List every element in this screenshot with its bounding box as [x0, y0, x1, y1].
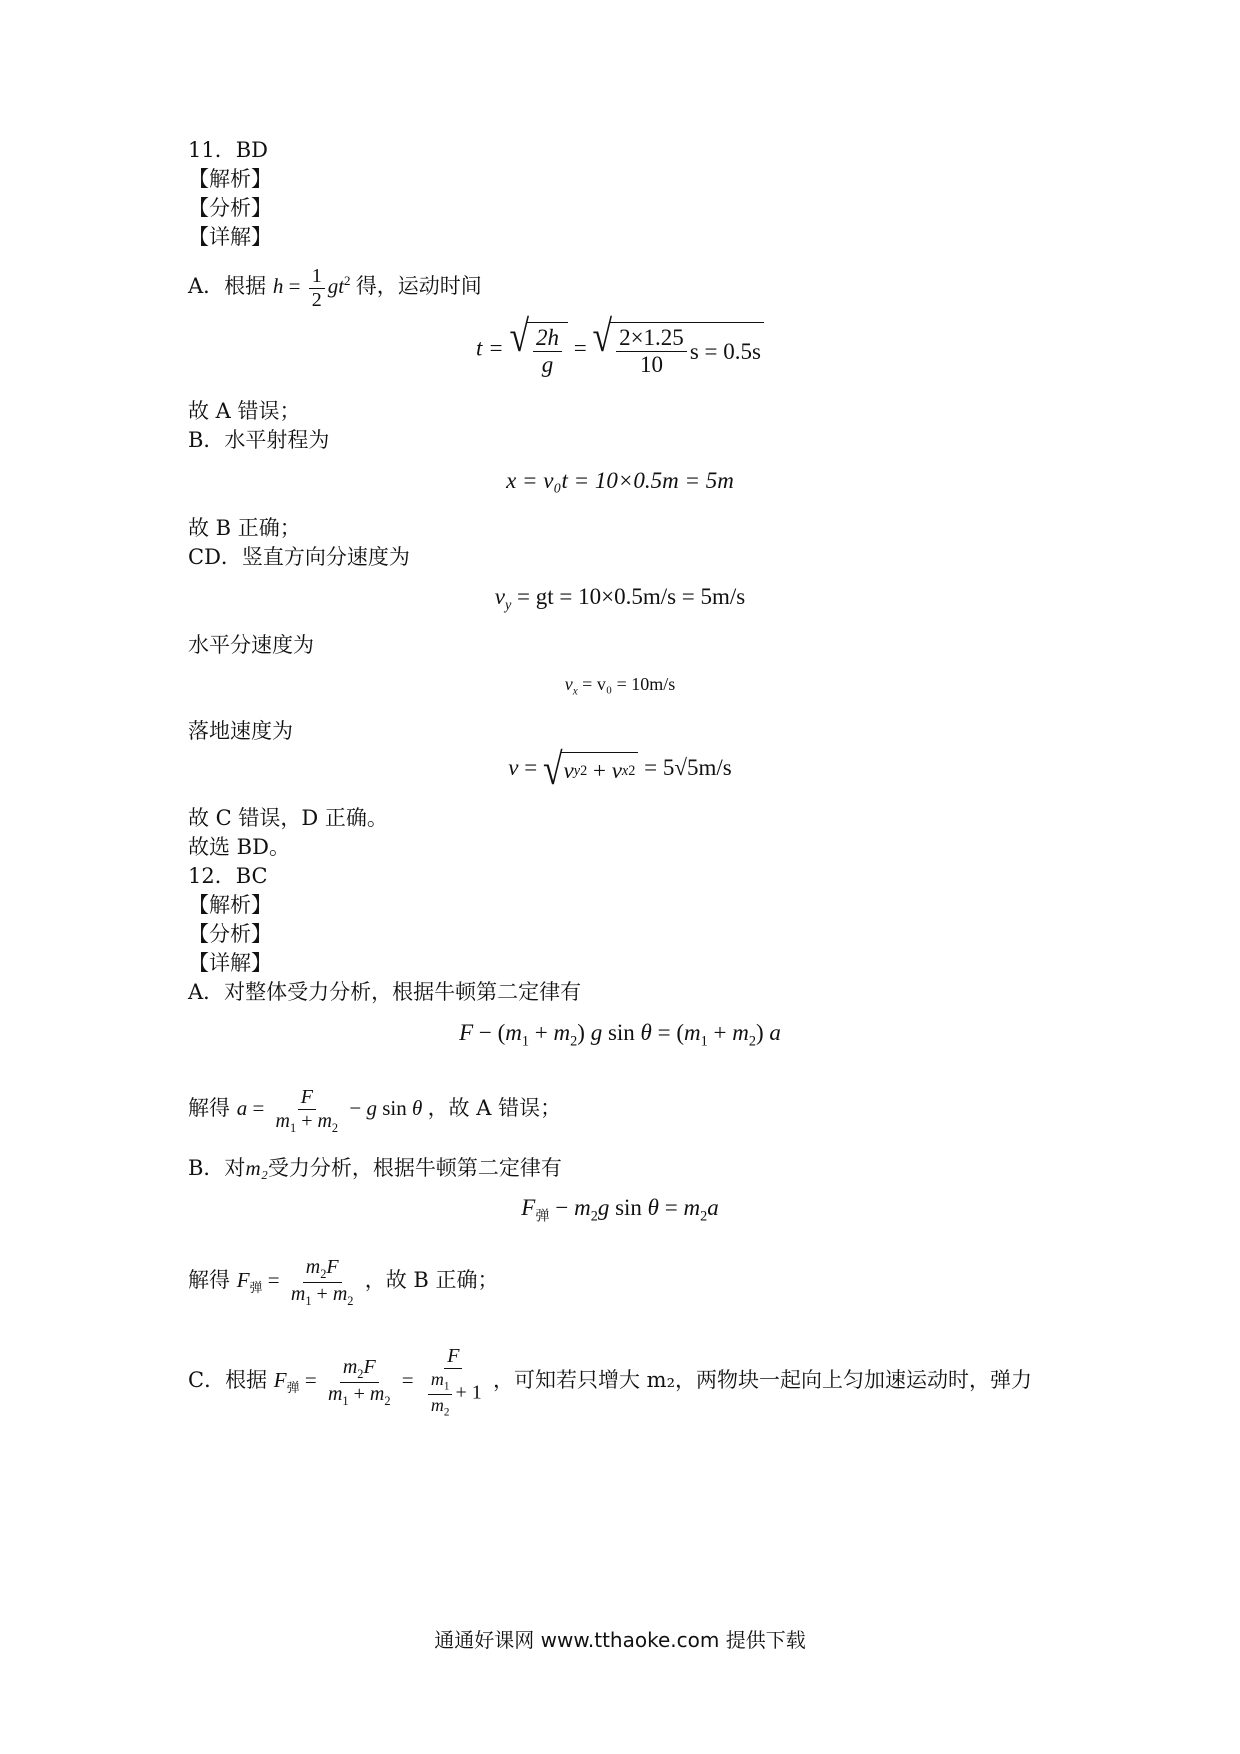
formula-a: a = $\frac{F}{m_1 + m_2}$ − g sin θ — [236, 1085, 423, 1135]
q11-heading: 11．BD — [188, 138, 268, 162]
q11-a-line — [188, 256, 482, 312]
q11-jiexi-label: 【解析】 — [188, 167, 272, 191]
q12-heading: 12．BC — [188, 864, 268, 888]
q11-a-conclusion: 故 A 错误； — [188, 399, 301, 423]
eq-vx-rhs: = v₀ = 10m/s — [582, 674, 676, 694]
eq-t-den2: 10 — [639, 352, 663, 378]
eq-t-num2: 2×1.25 — [616, 325, 687, 352]
q11-final-answer: 故选 BD。 — [188, 835, 290, 859]
eq-t-num1: 2h — [533, 325, 562, 352]
eq-t-unit: s = 0.5s — [689, 338, 761, 364]
spring-subscript: 弹 — [249, 1280, 263, 1296]
q12-b-solve-prefix: 解得 — [188, 1268, 230, 1292]
q12-a-solve-prefix: 解得 — [188, 1096, 230, 1120]
equation-t: t = √ $\frac{2h}{g}$ = √ $\frac{2\times 1.25}{10}$ s = 0.5s — [0, 322, 1240, 386]
q11-a-suffix: 得，运动时间 — [355, 274, 482, 298]
equation-vx: $v_x = v_0 = 10m/s$ — [564, 674, 676, 698]
q11-vx-intro: 水平分速度为 — [188, 633, 314, 657]
q11-v-intro: 落地速度为 — [188, 719, 293, 743]
q11-a-prefix: A．根据 — [188, 274, 267, 298]
equation-x: x = v₀t = 10×0.5m = 5m — [506, 468, 734, 493]
q12-b-intro-post: 受力分析，根据牛顿第二定律有 — [267, 1156, 562, 1180]
q11-b-conclusion: 故 B 正确； — [188, 516, 301, 540]
eq-vy-rhs: = gt = 10×0.5m/s = 5m/s — [517, 584, 746, 609]
eq-t-den1: g — [541, 352, 554, 378]
eq-t-lhs: t = — [476, 335, 504, 361]
q11-b-intro: B．水平射程为 — [188, 428, 330, 452]
equation-m2: $F_弹 - m_2g$ $\sin \theta = m_2a$ — [521, 1195, 719, 1225]
q11-fenxi-label: 【分析】 — [188, 196, 272, 220]
equation-v: v = √ v y 2 + v x 2 = 5√5m/s — [508, 743, 732, 794]
formula-h-gt2: h = $\frac{1}{2}$ $gt^2$ — [272, 264, 351, 311]
equation-vy: $v_y$ = gt = 10×0.5m/s = 5m/s — [494, 584, 746, 614]
q12-b-intro-pre: B．对 — [188, 1156, 246, 1180]
eq-v-rhs: = 5√5m/s — [644, 755, 732, 781]
q12-c-line — [188, 1335, 1032, 1433]
q12-xiangjie-label: 【详解】 — [188, 951, 272, 975]
q12-a-solve-suffix: ，故 A 错误； — [427, 1096, 562, 1120]
formula-spring-force: $F_弹$ = $\frac{m_2F}{m_1 + m_2}$ — [236, 1256, 354, 1308]
formula-spring-ratio: $F_弹$ = $\frac{m_2F}{m_1 + m_2}$ = F $\frac{m_1}{m_2}$ + 1 — [273, 1345, 482, 1419]
q12-a-intro: A．对整体受力分析，根据牛顿第二定律有 — [188, 980, 582, 1004]
spring-subscript: 弹 — [535, 1208, 550, 1225]
q12-b-solve-suffix: ，故 B 正确； — [364, 1268, 499, 1292]
q12-a-solve-line — [188, 1076, 561, 1140]
q12-b-intro-var: m₂ — [245, 1156, 268, 1180]
q11-cd-conclusion: 故 C 错误，D 正确。 — [188, 806, 388, 830]
q12-fenxi-label: 【分析】 — [188, 922, 272, 946]
q12-c-prefix: C．根据 — [188, 1368, 268, 1392]
equation-whole-system: $F - (m_1 + m_2)$ g $\sin \theta = (m_1 + m_2)$ a — [459, 1020, 781, 1050]
q12-b-intro — [188, 1155, 562, 1181]
q12-b-solve-line — [188, 1248, 499, 1320]
spring-subscript: 弹 — [286, 1380, 300, 1396]
q11-xiangjie-label: 【详解】 — [188, 225, 272, 249]
q12-jiexi-label: 【解析】 — [188, 893, 272, 917]
q11-cd-intro: CD．竖直方向分速度为 — [188, 545, 410, 569]
q12-c-suffix: ，可知若只增大 m₂，两物块一起向上匀加速运动时，弹力 — [493, 1368, 1033, 1392]
footer-credit: 通通好课网 www.tthaoke.com 提供下载 — [434, 1628, 806, 1652]
